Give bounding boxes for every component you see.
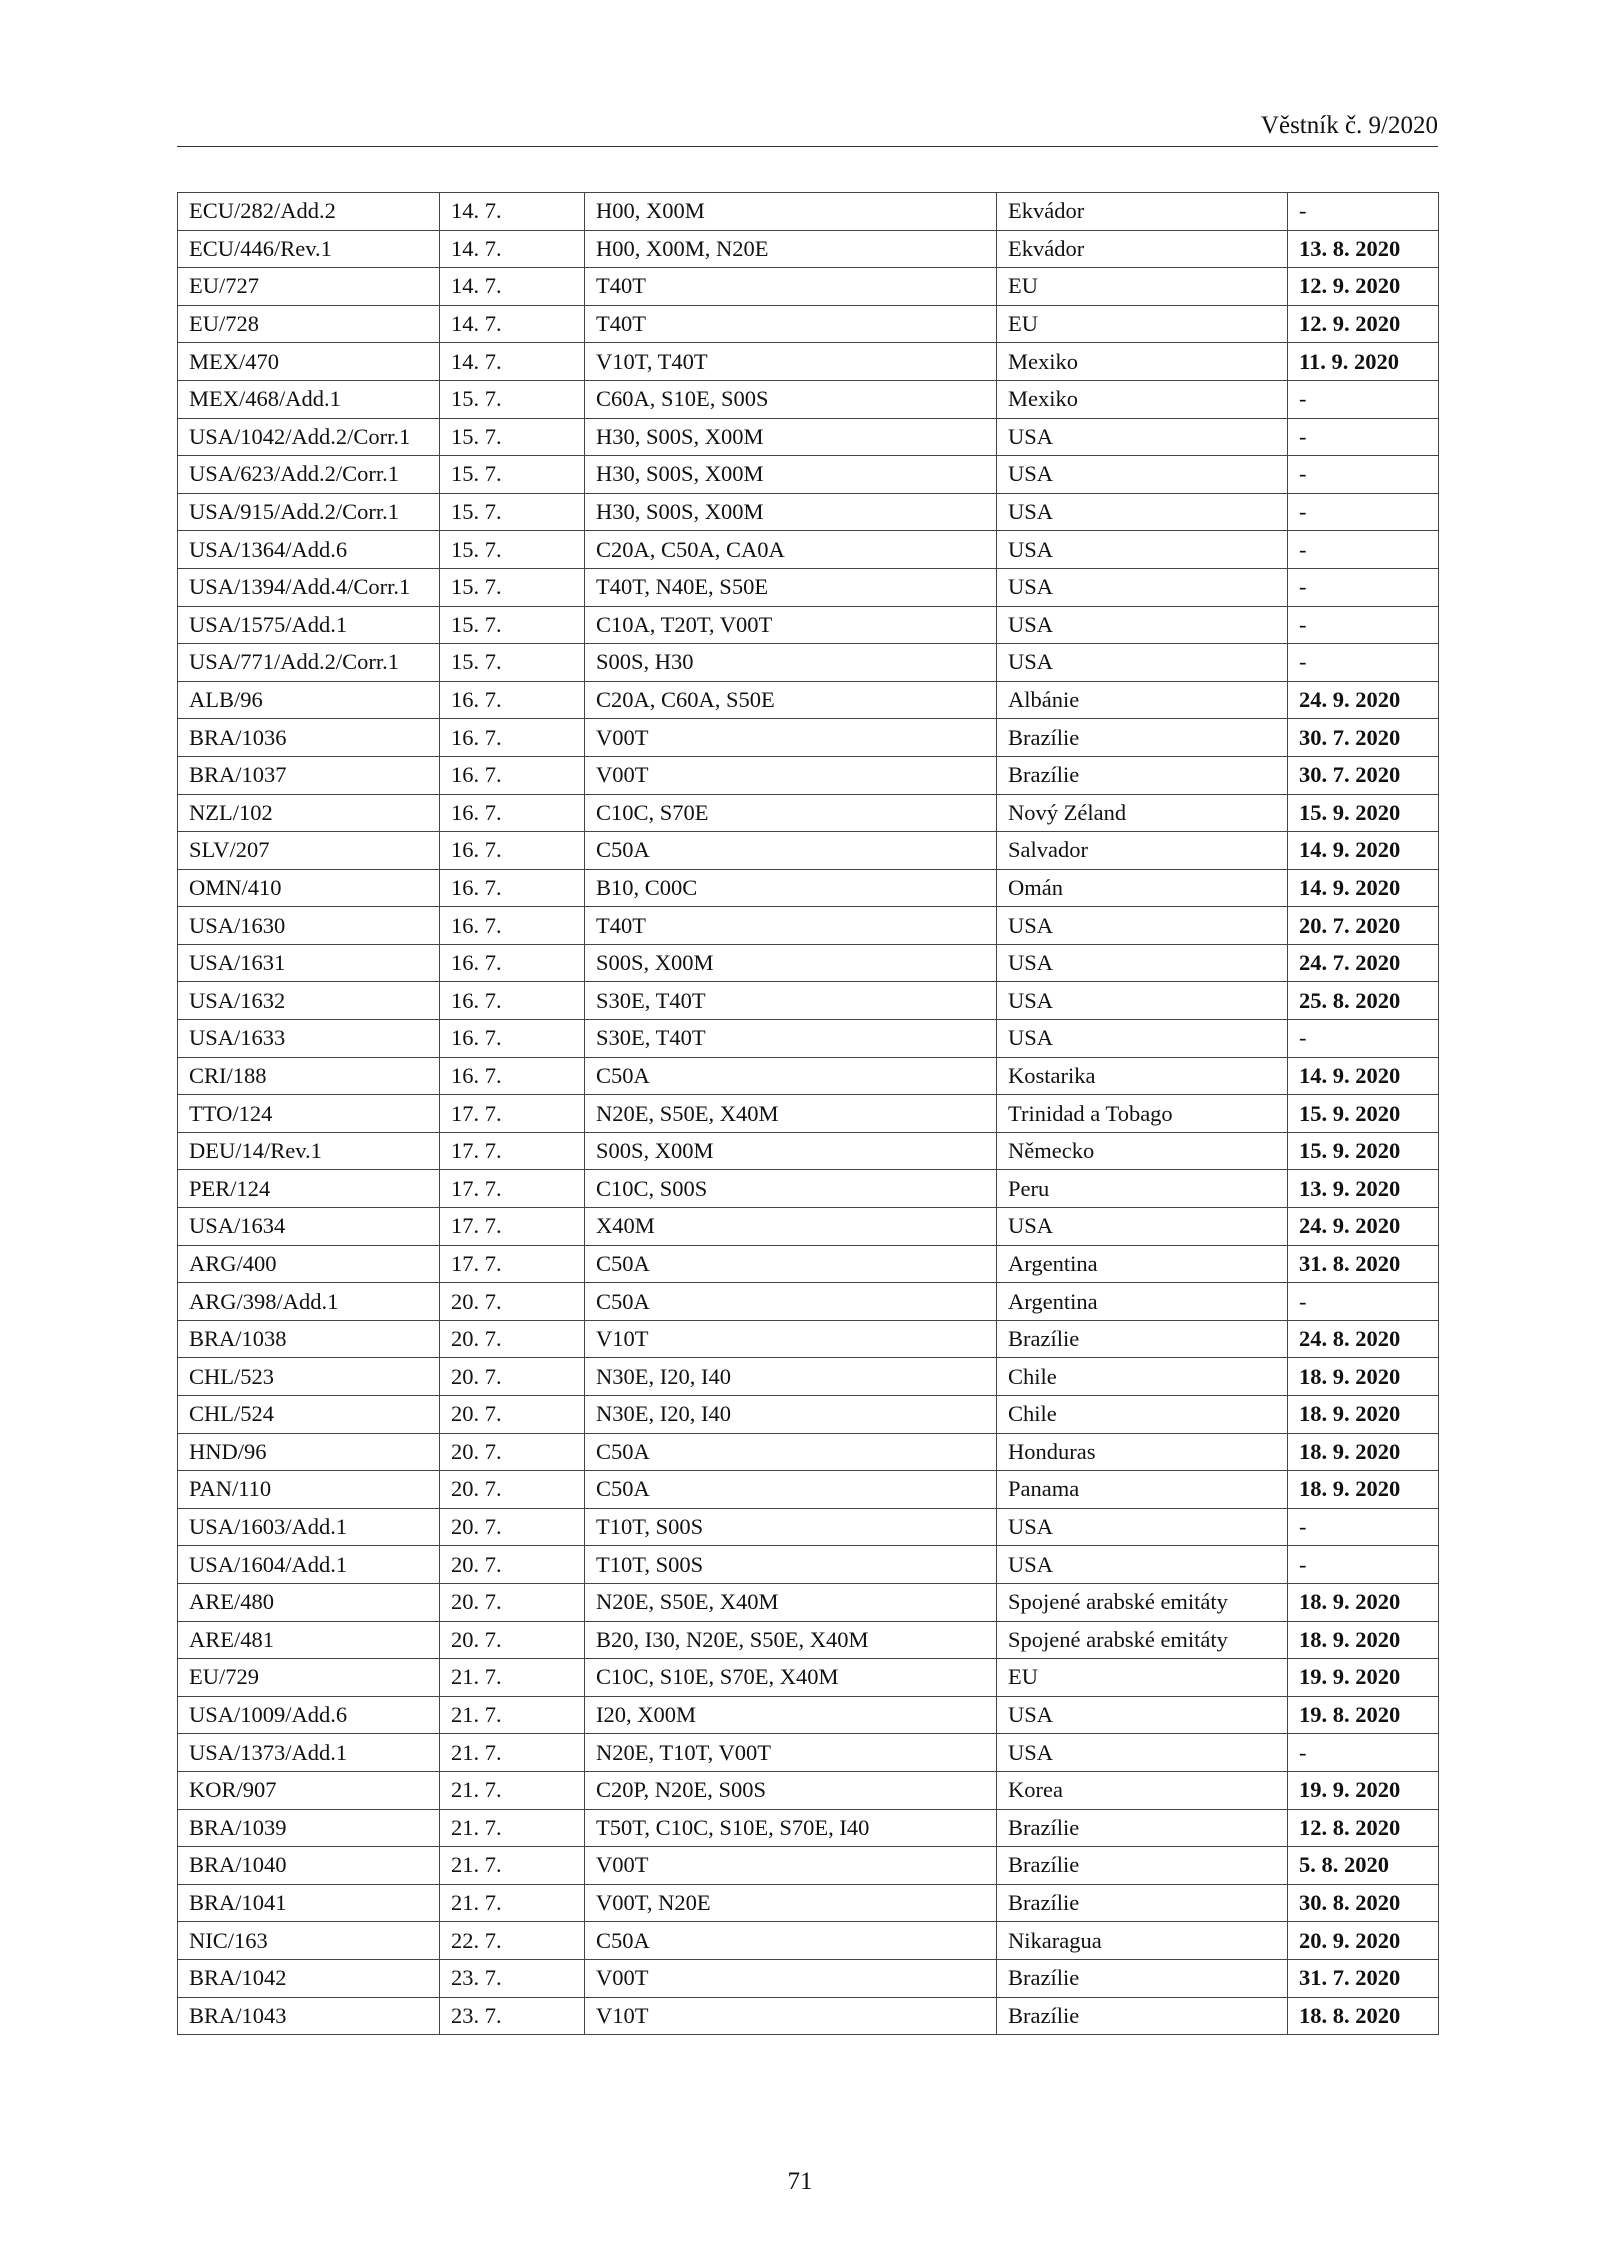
- date-cell: 14. 7.: [440, 343, 585, 381]
- codes-cell: T10T, S00S: [585, 1546, 997, 1584]
- date-cell: 17. 7.: [440, 1208, 585, 1246]
- date-cell: 14. 7.: [440, 268, 585, 306]
- symbol-cell: USA/1394/Add.4/Corr.1: [178, 568, 440, 606]
- codes-cell: S00S, X00M: [585, 1132, 997, 1170]
- deadline-cell: 20. 9. 2020: [1288, 1922, 1439, 1960]
- country-cell: Albánie: [997, 681, 1288, 719]
- date-cell: 15. 7.: [440, 456, 585, 494]
- symbol-cell: PER/124: [178, 1170, 440, 1208]
- symbol-cell: MEX/470: [178, 343, 440, 381]
- table-row: [178, 606, 1439, 644]
- symbol-cell: EU/728: [178, 305, 440, 343]
- table-row: [178, 1471, 1439, 1509]
- codes-cell: S30E, T40T: [585, 982, 997, 1020]
- symbol-cell: TTO/124: [178, 1095, 440, 1133]
- country-cell: Ekvádor: [997, 230, 1288, 268]
- symbol-cell: NZL/102: [178, 794, 440, 832]
- symbol-cell: USA/1364/Add.6: [178, 531, 440, 569]
- country-cell: Argentina: [997, 1283, 1288, 1321]
- table-row: [178, 756, 1439, 794]
- codes-cell: H00, X00M: [585, 193, 997, 231]
- deadline-cell: 19. 9. 2020: [1288, 1771, 1439, 1809]
- symbol-cell: USA/1009/Add.6: [178, 1696, 440, 1734]
- deadline-cell: -: [1288, 568, 1439, 606]
- symbol-cell: SLV/207: [178, 832, 440, 870]
- table-row: [178, 230, 1439, 268]
- deadline-cell: 18. 9. 2020: [1288, 1433, 1439, 1471]
- codes-cell: N20E, T10T, V00T: [585, 1734, 997, 1772]
- symbol-cell: USA/1633: [178, 1020, 440, 1058]
- country-cell: Mexiko: [997, 380, 1288, 418]
- country-cell: Brazílie: [997, 1884, 1288, 1922]
- codes-cell: T40T: [585, 305, 997, 343]
- symbol-cell: BRA/1042: [178, 1959, 440, 1997]
- country-cell: Ekvádor: [997, 193, 1288, 231]
- codes-cell: T40T: [585, 268, 997, 306]
- country-cell: USA: [997, 1208, 1288, 1246]
- table-row: [178, 305, 1439, 343]
- codes-cell: C50A: [585, 1433, 997, 1471]
- country-cell: Brazílie: [997, 1959, 1288, 1997]
- symbol-cell: CRI/188: [178, 1057, 440, 1095]
- date-cell: 16. 7.: [440, 869, 585, 907]
- codes-cell: V10T: [585, 1320, 997, 1358]
- country-cell: USA: [997, 568, 1288, 606]
- table-row: [178, 982, 1439, 1020]
- country-cell: Brazílie: [997, 1320, 1288, 1358]
- bulletin-title: Věstník č. 9/2020: [1260, 112, 1438, 139]
- codes-cell: H00, X00M, N20E: [585, 230, 997, 268]
- codes-cell: H30, S00S, X00M: [585, 418, 997, 456]
- symbol-cell: USA/1575/Add.1: [178, 606, 440, 644]
- country-cell: USA: [997, 644, 1288, 682]
- country-cell: Mexiko: [997, 343, 1288, 381]
- date-cell: 21. 7.: [440, 1696, 585, 1734]
- codes-cell: C50A: [585, 1245, 997, 1283]
- country-cell: USA: [997, 1734, 1288, 1772]
- codes-cell: V00T, N20E: [585, 1884, 997, 1922]
- codes-cell: H30, S00S, X00M: [585, 493, 997, 531]
- deadline-cell: 15. 9. 2020: [1288, 1132, 1439, 1170]
- table-row: [178, 719, 1439, 757]
- codes-cell: C50A: [585, 1057, 997, 1095]
- date-cell: 20. 7.: [440, 1358, 585, 1396]
- table-row: [178, 1358, 1439, 1396]
- codes-cell: C60A, S10E, S00S: [585, 380, 997, 418]
- country-cell: Chile: [997, 1396, 1288, 1434]
- codes-cell: T10T, S00S: [585, 1508, 997, 1546]
- date-cell: 16. 7.: [440, 719, 585, 757]
- date-cell: 20. 7.: [440, 1320, 585, 1358]
- date-cell: 16. 7.: [440, 944, 585, 982]
- table-row: [178, 1884, 1439, 1922]
- deadline-cell: -: [1288, 380, 1439, 418]
- notifications-table: [177, 192, 1439, 2035]
- deadline-cell: -: [1288, 493, 1439, 531]
- date-cell: 20. 7.: [440, 1583, 585, 1621]
- deadline-cell: 18. 9. 2020: [1288, 1358, 1439, 1396]
- country-cell: USA: [997, 1696, 1288, 1734]
- symbol-cell: PAN/110: [178, 1471, 440, 1509]
- country-cell: Brazílie: [997, 1809, 1288, 1847]
- table-row: [178, 1809, 1439, 1847]
- symbol-cell: NIC/163: [178, 1922, 440, 1960]
- table-row: [178, 1396, 1439, 1434]
- deadline-cell: 30. 7. 2020: [1288, 756, 1439, 794]
- date-cell: 15. 7.: [440, 568, 585, 606]
- table-row: [178, 1132, 1439, 1170]
- codes-cell: T40T: [585, 907, 997, 945]
- date-cell: 23. 7.: [440, 1997, 585, 2035]
- table-row: [178, 1208, 1439, 1246]
- codes-cell: C10C, S70E: [585, 794, 997, 832]
- deadline-cell: 13. 8. 2020: [1288, 230, 1439, 268]
- symbol-cell: USA/1603/Add.1: [178, 1508, 440, 1546]
- table-row: [178, 794, 1439, 832]
- symbol-cell: BRA/1040: [178, 1847, 440, 1885]
- codes-cell: X40M: [585, 1208, 997, 1246]
- country-cell: EU: [997, 305, 1288, 343]
- deadline-cell: -: [1288, 193, 1439, 231]
- date-cell: 23. 7.: [440, 1959, 585, 1997]
- codes-cell: N30E, I20, I40: [585, 1358, 997, 1396]
- country-cell: Salvador: [997, 832, 1288, 870]
- date-cell: 16. 7.: [440, 832, 585, 870]
- deadline-cell: -: [1288, 1734, 1439, 1772]
- deadline-cell: -: [1288, 606, 1439, 644]
- table-row: [178, 1659, 1439, 1697]
- deadline-cell: 24. 9. 2020: [1288, 681, 1439, 719]
- codes-cell: C20P, N20E, S00S: [585, 1771, 997, 1809]
- codes-cell: I20, X00M: [585, 1696, 997, 1734]
- deadline-cell: 15. 9. 2020: [1288, 794, 1439, 832]
- deadline-cell: 18. 8. 2020: [1288, 1997, 1439, 2035]
- symbol-cell: ARG/400: [178, 1245, 440, 1283]
- country-cell: USA: [997, 531, 1288, 569]
- symbol-cell: USA/771/Add.2/Corr.1: [178, 644, 440, 682]
- date-cell: 15. 7.: [440, 644, 585, 682]
- country-cell: Německo: [997, 1132, 1288, 1170]
- deadline-cell: 14. 9. 2020: [1288, 832, 1439, 870]
- table-row: [178, 456, 1439, 494]
- date-cell: 16. 7.: [440, 982, 585, 1020]
- country-cell: USA: [997, 1508, 1288, 1546]
- table-row: [178, 1433, 1439, 1471]
- table-row: [178, 380, 1439, 418]
- country-cell: USA: [997, 982, 1288, 1020]
- date-cell: 14. 7.: [440, 193, 585, 231]
- date-cell: 21. 7.: [440, 1847, 585, 1885]
- table-row: [178, 1734, 1439, 1772]
- date-cell: 20. 7.: [440, 1471, 585, 1509]
- symbol-cell: BRA/1036: [178, 719, 440, 757]
- date-cell: 16. 7.: [440, 907, 585, 945]
- table-row: [178, 1696, 1439, 1734]
- date-cell: 20. 7.: [440, 1546, 585, 1584]
- date-cell: 17. 7.: [440, 1245, 585, 1283]
- table-row: [178, 531, 1439, 569]
- symbol-cell: BRA/1043: [178, 1997, 440, 2035]
- deadline-cell: 12. 9. 2020: [1288, 268, 1439, 306]
- symbol-cell: ARE/480: [178, 1583, 440, 1621]
- table-row: [178, 1997, 1439, 2035]
- deadline-cell: 15. 9. 2020: [1288, 1095, 1439, 1133]
- date-cell: 16. 7.: [440, 681, 585, 719]
- codes-cell: N30E, I20, I40: [585, 1396, 997, 1434]
- date-cell: 17. 7.: [440, 1170, 585, 1208]
- country-cell: Brazílie: [997, 719, 1288, 757]
- table-row: [178, 1922, 1439, 1960]
- symbol-cell: BRA/1041: [178, 1884, 440, 1922]
- table-row: [178, 343, 1439, 381]
- symbol-cell: USA/1042/Add.2/Corr.1: [178, 418, 440, 456]
- table-row: [178, 1583, 1439, 1621]
- deadline-cell: 20. 7. 2020: [1288, 907, 1439, 945]
- table-row: [178, 907, 1439, 945]
- deadline-cell: 24. 9. 2020: [1288, 1208, 1439, 1246]
- country-cell: USA: [997, 907, 1288, 945]
- deadline-cell: 31. 8. 2020: [1288, 1245, 1439, 1283]
- symbol-cell: CHL/524: [178, 1396, 440, 1434]
- date-cell: 15. 7.: [440, 531, 585, 569]
- codes-cell: C50A: [585, 1922, 997, 1960]
- deadline-cell: 18. 9. 2020: [1288, 1396, 1439, 1434]
- codes-cell: C20A, C60A, S50E: [585, 681, 997, 719]
- symbol-cell: ECU/282/Add.2: [178, 193, 440, 231]
- codes-cell: B20, I30, N20E, S50E, X40M: [585, 1621, 997, 1659]
- country-cell: USA: [997, 418, 1288, 456]
- country-cell: EU: [997, 268, 1288, 306]
- table-row: [178, 418, 1439, 456]
- deadline-cell: 18. 9. 2020: [1288, 1583, 1439, 1621]
- deadline-cell: 31. 7. 2020: [1288, 1959, 1439, 1997]
- deadline-cell: 11. 9. 2020: [1288, 343, 1439, 381]
- country-cell: Nikaragua: [997, 1922, 1288, 1960]
- country-cell: Nový Zéland: [997, 794, 1288, 832]
- deadline-cell: 30. 7. 2020: [1288, 719, 1439, 757]
- codes-cell: V00T: [585, 1847, 997, 1885]
- table-row: [178, 1621, 1439, 1659]
- symbol-cell: USA/1604/Add.1: [178, 1546, 440, 1584]
- country-cell: Omán: [997, 869, 1288, 907]
- table-row: [178, 1847, 1439, 1885]
- country-cell: Chile: [997, 1358, 1288, 1396]
- codes-cell: S00S, X00M: [585, 944, 997, 982]
- codes-cell: C20A, C50A, CA0A: [585, 531, 997, 569]
- country-cell: USA: [997, 606, 1288, 644]
- date-cell: 21. 7.: [440, 1659, 585, 1697]
- table-row: [178, 1508, 1439, 1546]
- deadline-cell: -: [1288, 1283, 1439, 1321]
- date-cell: 21. 7.: [440, 1809, 585, 1847]
- codes-cell: V00T: [585, 719, 997, 757]
- symbol-cell: USA/1632: [178, 982, 440, 1020]
- symbol-cell: BRA/1038: [178, 1320, 440, 1358]
- date-cell: 21. 7.: [440, 1734, 585, 1772]
- codes-cell: C50A: [585, 1283, 997, 1321]
- table-row: [178, 1020, 1439, 1058]
- deadline-cell: 18. 9. 2020: [1288, 1621, 1439, 1659]
- table-row: [178, 1057, 1439, 1095]
- deadline-cell: 19. 8. 2020: [1288, 1696, 1439, 1734]
- deadline-cell: -: [1288, 418, 1439, 456]
- symbol-cell: USA/1634: [178, 1208, 440, 1246]
- codes-cell: S00S, H30: [585, 644, 997, 682]
- date-cell: 15. 7.: [440, 418, 585, 456]
- symbol-cell: ALB/96: [178, 681, 440, 719]
- table-row: [178, 268, 1439, 306]
- codes-cell: C10C, S10E, S70E, X40M: [585, 1659, 997, 1697]
- table-row: [178, 1283, 1439, 1321]
- symbol-cell: HND/96: [178, 1433, 440, 1471]
- deadline-cell: 18. 9. 2020: [1288, 1471, 1439, 1509]
- country-cell: Brazílie: [997, 1997, 1288, 2035]
- symbol-cell: CHL/523: [178, 1358, 440, 1396]
- deadline-cell: 13. 9. 2020: [1288, 1170, 1439, 1208]
- symbol-cell: MEX/468/Add.1: [178, 380, 440, 418]
- table-row: [178, 944, 1439, 982]
- country-cell: Trinidad a Tobago: [997, 1095, 1288, 1133]
- deadline-cell: 24. 7. 2020: [1288, 944, 1439, 982]
- table-row: [178, 1095, 1439, 1133]
- deadline-cell: -: [1288, 1020, 1439, 1058]
- symbol-cell: BRA/1039: [178, 1809, 440, 1847]
- symbol-cell: DEU/14/Rev.1: [178, 1132, 440, 1170]
- country-cell: Spojené arabské emitáty: [997, 1621, 1288, 1659]
- symbol-cell: USA/1373/Add.1: [178, 1734, 440, 1772]
- symbol-cell: BRA/1037: [178, 756, 440, 794]
- codes-cell: C50A: [585, 832, 997, 870]
- codes-cell: T40T, N40E, S50E: [585, 568, 997, 606]
- date-cell: 16. 7.: [440, 1020, 585, 1058]
- date-cell: 15. 7.: [440, 493, 585, 531]
- codes-cell: C10C, S00S: [585, 1170, 997, 1208]
- deadline-cell: -: [1288, 456, 1439, 494]
- deadline-cell: 19. 9. 2020: [1288, 1659, 1439, 1697]
- symbol-cell: EU/729: [178, 1659, 440, 1697]
- codes-cell: S30E, T40T: [585, 1020, 997, 1058]
- date-cell: 14. 7.: [440, 230, 585, 268]
- symbol-cell: ARE/481: [178, 1621, 440, 1659]
- deadline-cell: 25. 8. 2020: [1288, 982, 1439, 1020]
- date-cell: 14. 7.: [440, 305, 585, 343]
- date-cell: 20. 7.: [440, 1433, 585, 1471]
- country-cell: USA: [997, 1546, 1288, 1584]
- deadline-cell: 12. 8. 2020: [1288, 1809, 1439, 1847]
- date-cell: 16. 7.: [440, 794, 585, 832]
- deadline-cell: 14. 9. 2020: [1288, 869, 1439, 907]
- date-cell: 21. 7.: [440, 1771, 585, 1809]
- date-cell: 20. 7.: [440, 1621, 585, 1659]
- table-row: [178, 1771, 1439, 1809]
- symbol-cell: ECU/446/Rev.1: [178, 230, 440, 268]
- codes-cell: T50T, C10C, S10E, S70E, I40: [585, 1809, 997, 1847]
- symbol-cell: ARG/398/Add.1: [178, 1283, 440, 1321]
- symbol-cell: USA/915/Add.2/Corr.1: [178, 493, 440, 531]
- page-header: [177, 112, 1438, 147]
- table-row: [178, 1170, 1439, 1208]
- table-row: [178, 568, 1439, 606]
- country-cell: EU: [997, 1659, 1288, 1697]
- deadline-cell: -: [1288, 644, 1439, 682]
- date-cell: 17. 7.: [440, 1095, 585, 1133]
- date-cell: 16. 7.: [440, 756, 585, 794]
- symbol-cell: USA/1630: [178, 907, 440, 945]
- symbol-cell: USA/623/Add.2/Corr.1: [178, 456, 440, 494]
- symbol-cell: USA/1631: [178, 944, 440, 982]
- codes-cell: B10, C00C: [585, 869, 997, 907]
- table-row: [178, 1959, 1439, 1997]
- date-cell: 21. 7.: [440, 1884, 585, 1922]
- table-row: [178, 869, 1439, 907]
- codes-cell: C10A, T20T, V00T: [585, 606, 997, 644]
- codes-cell: V00T: [585, 1959, 997, 1997]
- date-cell: 20. 7.: [440, 1396, 585, 1434]
- deadline-cell: -: [1288, 1508, 1439, 1546]
- date-cell: 20. 7.: [440, 1508, 585, 1546]
- deadline-cell: 12. 9. 2020: [1288, 305, 1439, 343]
- symbol-cell: OMN/410: [178, 869, 440, 907]
- date-cell: 17. 7.: [440, 1132, 585, 1170]
- table-row: [178, 681, 1439, 719]
- date-cell: 22. 7.: [440, 1922, 585, 1960]
- country-cell: Argentina: [997, 1245, 1288, 1283]
- table-row: [178, 193, 1439, 231]
- table-row: [178, 1320, 1439, 1358]
- codes-cell: N20E, S50E, X40M: [585, 1095, 997, 1133]
- country-cell: Brazílie: [997, 756, 1288, 794]
- country-cell: Brazílie: [997, 1847, 1288, 1885]
- table-row: [178, 493, 1439, 531]
- symbol-cell: EU/727: [178, 268, 440, 306]
- country-cell: USA: [997, 456, 1288, 494]
- table-row: [178, 1245, 1439, 1283]
- date-cell: 16. 7.: [440, 1057, 585, 1095]
- codes-cell: V10T: [585, 1997, 997, 2035]
- country-cell: Peru: [997, 1170, 1288, 1208]
- date-cell: 20. 7.: [440, 1283, 585, 1321]
- deadline-cell: 14. 9. 2020: [1288, 1057, 1439, 1095]
- table-row: [178, 1546, 1439, 1584]
- country-cell: Honduras: [997, 1433, 1288, 1471]
- date-cell: 15. 7.: [440, 380, 585, 418]
- date-cell: 15. 7.: [440, 606, 585, 644]
- country-cell: Kostarika: [997, 1057, 1288, 1095]
- codes-cell: N20E, S50E, X40M: [585, 1583, 997, 1621]
- deadline-cell: -: [1288, 1546, 1439, 1584]
- country-cell: Spojené arabské emitáty: [997, 1583, 1288, 1621]
- codes-cell: C50A: [585, 1471, 997, 1509]
- deadline-cell: 5. 8. 2020: [1288, 1847, 1439, 1885]
- deadline-cell: 24. 8. 2020: [1288, 1320, 1439, 1358]
- table-row: [178, 644, 1439, 682]
- deadline-cell: -: [1288, 531, 1439, 569]
- page-number: 71: [787, 2168, 813, 2195]
- symbol-cell: KOR/907: [178, 1771, 440, 1809]
- deadline-cell: 30. 8. 2020: [1288, 1884, 1439, 1922]
- country-cell: Panama: [997, 1471, 1288, 1509]
- country-cell: Korea: [997, 1771, 1288, 1809]
- codes-cell: H30, S00S, X00M: [585, 456, 997, 494]
- table-body: [178, 193, 1439, 2035]
- country-cell: USA: [997, 493, 1288, 531]
- codes-cell: V00T: [585, 756, 997, 794]
- country-cell: USA: [997, 1020, 1288, 1058]
- codes-cell: V10T, T40T: [585, 343, 997, 381]
- table-row: [178, 832, 1439, 870]
- country-cell: USA: [997, 944, 1288, 982]
